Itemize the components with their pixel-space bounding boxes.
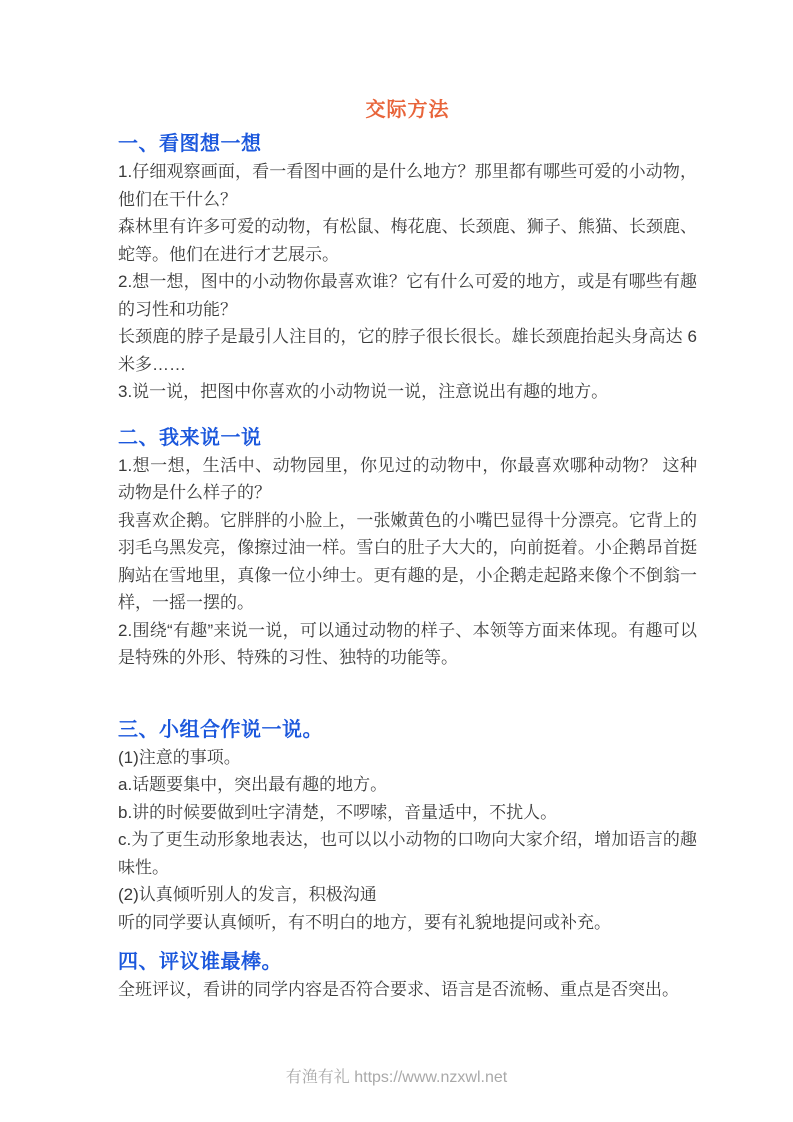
paragraph: 2.想一想，图中的小动物你最喜欢谁？它有什么可爱的地方，或是有哪些有趣的习性和功能？ [118, 272, 697, 319]
section-1-heading: 一、看图想一想 [118, 133, 262, 155]
paragraph: a.话题要集中，突出最有趣的地方。 [118, 775, 388, 794]
paragraph: 我喜欢企鹅。它胖胖的小脸上，一张嫩黄色的小嘴巴显得十分漂亮。它背上的羽毛乌黑发亮，像擦过油一样。雪白的肚子大大的，向前挺着。小企鹅昂首挺胸站在雪地里，真像一位小绅士。更有趣的是，小企鹅走起路来像个不倒翁一样，一摇一摆的。 [118, 510, 697, 612]
section-2 [118, 424, 697, 672]
paragraph: 全班评议，看讲的同学内容是否符合要求、语言是否流畅、重点是否突出。 [118, 980, 679, 999]
section-4-heading: 四、评议谁最棒。 [118, 951, 282, 973]
paragraph: c.为了更生动形象地表达，也可以以小动物的口吻向大家介绍，增加语言的趣味性。 [118, 830, 697, 877]
footer-watermark: 有渔有礼 https://www.nzxwl.net [285, 1069, 508, 1086]
paragraph: b.讲的时候要做到吐字清楚，不啰嗦，音量适中，不扰人。 [118, 802, 558, 822]
paragraph: (1)注意的事项。 [118, 747, 241, 767]
paragraph: 2.围绕“有趣”来说一说，可以通过动物的样子、本领等方面来体现。有趣可以是特殊的外形、特殊的习性、独特的功能等。 [118, 620, 697, 667]
paragraph: (2)认真倾听别人的发言，积极沟通 [118, 885, 377, 904]
paragraph: 听的同学要认真倾听，有不明白的地方，要有礼貌地提问或补充。 [118, 912, 611, 932]
section-1 [118, 130, 697, 406]
paragraph: 长颈鹿的脖子是最引人注目的，它的脖子很长很长。雄长颈鹿抬起头身高达 6 米多…… [118, 327, 697, 374]
section-3-heading: 三、小组合作说一说。 [118, 718, 323, 741]
paragraph: 3.说一说，把图中你喜欢的小动物说一说，注意说出有趣的地方。 [118, 382, 609, 401]
paragraph: 1.仔细观察画面，看一看图中画的是什么地方？那里都有哪些可爱的小动物，他们在干什么？ [118, 162, 697, 209]
paragraph: 森林里有许多可爱的动物，有松鼠、梅花鹿、长颈鹿、狮子、熊猫、长颈鹿、蛇等。他们在进行才艺展示。 [118, 217, 697, 264]
paragraph: 1.想一想，生活中、动物园里，你见过的动物中，你最喜欢哪种动物？ 这种动物是什么样子的？ [118, 455, 697, 502]
section-3 [118, 716, 697, 937]
document-title: 交际方法 [365, 99, 450, 121]
section-2-heading: 二、我来说一说 [118, 426, 262, 449]
section-4 [118, 948, 697, 1004]
